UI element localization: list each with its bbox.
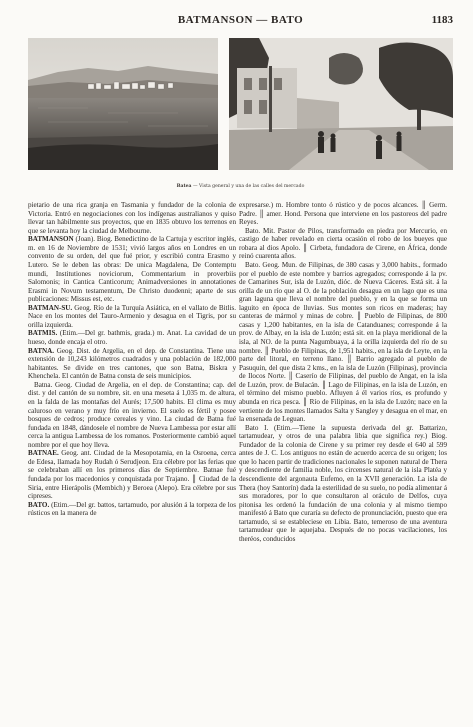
page-number: 1183: [431, 14, 453, 26]
right-column: [239, 201, 447, 544]
entry-paragraph: Bato. Geog. Mun. de Filipinas, de 380 casas y 3,000 habits., formado por el pueblo de este nombre y barrios agregados; corresponde á la pv. de Camarines Sur, isla de Luzón, dióc. de Nueva Cáceres. Está sit. á la orilla de un río que al O. de la población desagua en un lago que es una gran laguna que lleva el nombre del pueblo, y en la que se forma un laguito en época de lluvias. Sus montes son ricos en maderas; hay canteras de mármol y minas de cobre. ║ Pueblo de Filipinas, de 800 casas y 1,200 habitantes, en la isla de Catanduanes; corresponde á la prov. de Albay, en la isla de Luzón; está sit. en la playa meridional de la isla, al NO. de la punta Nagumbuaya, á la orilla izquierda del río de su nombre. ║ Pueblo de Filipinas, de 1,951 habits., en la isla de Leyte, en la parte del litoral, en terreno llano. ║ Barrio agregado al pueblo de Pasuquin, del que dista 2 kms., en la isla de Luzón (Filipinas), provincia de Ilocos Norte. ║ Caserío de Filipinas, del pueblo de Angat, en la isla de Luzón, prov. de Bulacán. ║ Lago de Filipinas, en la isla de Luzón, en el término del mismo pueblo. Afluyen á él varios ríos, es profundo y abunda en rica pesca. ║ Río de Filipinas, en la isla de Luzón; nace en la vertiente de los montes llamados Salta y Sangley y desagua en el mar, en la ensenada de Leguan.: [239, 260, 447, 424]
entry-paragraph: Batna. Geog. Ciudad de Argelia, en el dep. de Constantina; cap. del dist. y del cantón de su nombre, sit. en una meseta á 1,035 m. de altura, en la falda de las montañas del Aurés; 17,500 habits. El clima es muy caluroso en verano y muy frío en invierno. El suelo es fértil y posee bosques de cedros; produce cereales y vino. La ciudad de Batna fué fundada en 1848, dándosele el nombre de Nueva Lambessa por estar allí cerca la antigua Lambessa de los romanos. Posteriormente cambió aquel nombre por el que hoy lleva.: [28, 380, 236, 449]
left-column: [28, 201, 236, 518]
figure: [28, 38, 453, 178]
panorama-photo: [28, 38, 218, 170]
entry-paragraph: expresarse.) m. Hombre tonto ó rústico y de pocos alcances. ║ Germ. Padre. ║ amer. Hond. Persona que interviene en los pastoreos del padre Reyes.: [239, 201, 447, 227]
entry-paragraph: BATMANSON (Joan). Biog. Benedictino de la Cartuja y escritor inglés, m. en 16 de Noviembre de 1531; vivió largos años en Londres en un convento de su orden, del que fué prior, y escribió contra Erasmo y Lutero. Se le deben las obras: De unica Magdalena, De Contemptu mundi, Institutiones noviciorum, Commentarium in proverbiis Salomonis; in Cantica Canticorum; Animadversiones in annotationes Erasmi in Novum testamentum, De Christo duodenni; aparte de sus publicaciones: Missus est, etc.: [28, 235, 236, 304]
page-header: [28, 14, 453, 30]
running-title: BATMANSON — BATO: [177, 14, 304, 26]
figure-caption: [28, 184, 453, 189]
entry-paragraph: BATMAN-SU. Geog. Río de la Turquía Asiática, en el vallato de Bitlis. Nace en los montes del Tauro-Armenio y desagua en el Tigris, por su orilla izquierda.: [28, 303, 236, 329]
entry-paragraph: BATNA. Geog. Dist. de Argelia, en el dep. de Constantina. Tiene una extensión de 10,243 kilómetros cuadrados y una población de 182,000 habitantes. Se divide en tres cantones, que son Batna, Biskra y Khenchela. El cantón de Batna consta de seis municipios.: [28, 346, 236, 381]
entry-paragraph: Bato I. (Etim.—Tiene la supuesta derivada del gr. Battarizo, tartamudear, y otros de una palabra libia que significa rey.) Biog. Fundador de la colonia de Cirene y su primer rey desde el 640 al 599 antes de J. C. Los antiguos no están de acuerdo acerca de su origen; los que lo hacen partir de tradiciones nacionales le suponen natural de Thera y descendiente de familia noble, los circenses natural de la isla Platéa y descendiente del argonauta Eufemo, en la XVII generación. La isla de Thera (hoy Santorín) dada la esterilidad de su suelo, no podía alimentar á sus moradores, por lo que consultaron al oráculo de Delfos, cuya pitonisa les ordenó la fundación de una colonia y al mismo tiempo manifestó á Bato que curaría su defecto de pronunciación, puesto que era tartamudo, si se estableciese en Libia. Bato, temeroso de una aventura tartamudear que le aquejaba. Después de no pocas vacilaciones, los theréos, conducidos: [239, 423, 447, 543]
entry-paragraph: BATNAE. Geog. ant. Ciudad de la Mesopotamia, en la Osroena, cerca de Edesa, llamada hoy Rudah ó Serudjeon. Era célebre por las ferias que se celebraban allí en los primeros días de Septiembre. Batnae fué fundada por los macedonios y conquistada por Trajano. ║ Ciudad de la Siria, entre Hierápolis (Membich) y Beroea (Alepo). Era célebre por sus cipreses.: [28, 449, 236, 501]
entry-paragraph: BATMIS. (Etim.—Del gr. bathmis, grada.) m. Anat. La cavidad de un hueso, donde encaja el otro.: [28, 329, 236, 346]
street-photo: [229, 38, 453, 170]
entry-paragraph: pietario de una rica granja en Tasmania y fundador de la colonia de Victoria. Entró en negociaciones con los indígenas australianos y quiso llevar tan hábilmente sus proyectos, que en 1835 obtuvo los terrenos en que se levanta hoy la ciudad de Melbourne.: [28, 201, 236, 235]
caption-text: — Vista general y una de las calles del mercado: [191, 184, 305, 189]
entry-paragraph: Bato. Mit. Pastor de Pilos, transformado en piedra por Mercurio, en castigo de haber revelado en cierta ocasión el robo de los bueyes que robara al dios Apolo. ║ Cirbeta, fundadora de Cirene, en África, donde reinó cuarenta años.: [239, 226, 447, 261]
caption-place: Batea: [176, 184, 192, 189]
entry-paragraph: BATO. (Etim.—Del gr. battos, tartamudo, por alusión á la torpeza de los rústicos en la manera de: [28, 500, 236, 518]
